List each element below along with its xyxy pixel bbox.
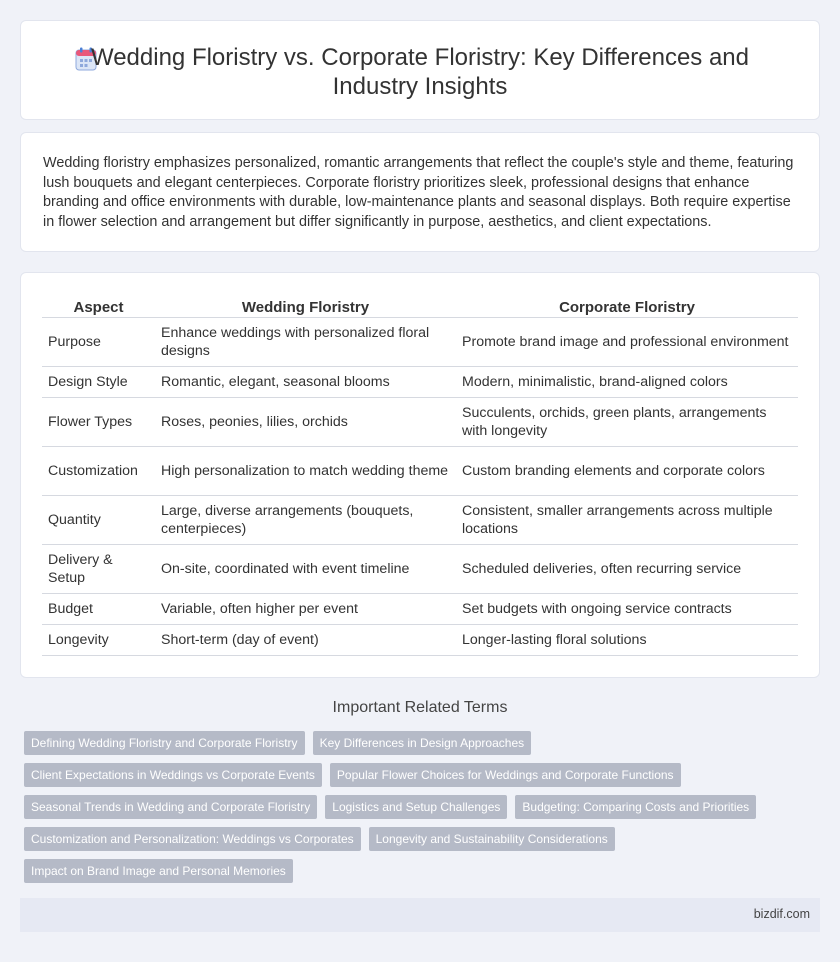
table-cell-aspect: Customization bbox=[42, 446, 155, 495]
table-row bbox=[42, 366, 798, 397]
table-cell-corporate: Modern, minimalistic, brand-aligned colors bbox=[456, 366, 798, 397]
tag-row bbox=[24, 763, 804, 787]
tag-row bbox=[24, 827, 804, 851]
table-cell-wedding: On-site, coordinated with event timeline bbox=[155, 544, 456, 593]
table-cell-wedding: Large, diverse arrangements (bouquets, centerpieces) bbox=[155, 495, 456, 544]
related-term-tag[interactable]: Budgeting: Comparing Costs and Priorities bbox=[515, 795, 756, 819]
table-cell-aspect: Longevity bbox=[42, 624, 155, 655]
table-row bbox=[42, 446, 798, 495]
table-row bbox=[42, 495, 798, 544]
header-aspect: Aspect bbox=[42, 295, 155, 317]
table-cell-corporate: Custom branding elements and corporate colors bbox=[456, 446, 798, 495]
table-cell-wedding: Romantic, elegant, seasonal blooms bbox=[155, 366, 456, 397]
intro-paragraph: Wedding floristry emphasizes personalized, romantic arrangements that reflect the couple's style and theme, featuring lush bouquets and elegant centerpieces. Corporate floristry prioritizes sleek, professional designs that enhance branding and office environments with durable, low-maintenance plants and seasonal displays. Both require expertise in flower selection and arrangement but differ significantly in purpose, aesthetics, and client expectations. bbox=[43, 155, 794, 230]
footer-site-link[interactable]: bizdif.com bbox=[753, 907, 810, 921]
table-row bbox=[42, 317, 798, 366]
table-cell-corporate: Consistent, smaller arrangements across multiple locations bbox=[456, 495, 798, 544]
related-term-tag[interactable]: Client Expectations in Weddings vs Corporate Events bbox=[24, 763, 322, 787]
table-row bbox=[42, 624, 798, 655]
tag-row bbox=[24, 859, 804, 883]
comparison-card bbox=[20, 272, 820, 678]
table-cell-corporate: Scheduled deliveries, often recurring service bbox=[456, 544, 798, 593]
tag-row bbox=[24, 731, 804, 755]
related-term-tag[interactable]: Customization and Personalization: Weddings vs Corporates bbox=[24, 827, 361, 851]
table-row bbox=[42, 397, 798, 446]
footer bbox=[20, 898, 820, 932]
related-term-tag[interactable]: Logistics and Setup Challenges bbox=[325, 795, 507, 819]
table-cell-aspect: Delivery & Setup bbox=[42, 544, 155, 593]
table-cell-aspect: Purpose bbox=[42, 317, 155, 366]
header-wedding: Wedding Floristry bbox=[155, 295, 456, 317]
comparison-table bbox=[42, 295, 798, 656]
related-terms-tags bbox=[24, 731, 804, 891]
table-cell-wedding: Enhance weddings with personalized floral designs bbox=[155, 317, 456, 366]
table-cell-corporate: Promote brand image and professional environment bbox=[456, 317, 798, 366]
page-title bbox=[21, 43, 819, 101]
table-cell-wedding: Roses, peonies, lilies, orchids bbox=[155, 397, 456, 446]
table-cell-aspect: Flower Types bbox=[42, 397, 155, 446]
intro-card bbox=[20, 132, 820, 252]
table-row bbox=[42, 593, 798, 624]
table-cell-corporate: Succulents, orchids, green plants, arrangements with longevity bbox=[456, 397, 798, 446]
table-cell-corporate: Set budgets with ongoing service contracts bbox=[456, 593, 798, 624]
page-title-line-1: Wedding Floristry vs. Corporate Floristry: Key Differences and bbox=[90, 44, 750, 71]
related-term-tag[interactable]: Defining Wedding Floristry and Corporate Floristry bbox=[24, 731, 305, 755]
header-corporate: Corporate Floristry bbox=[456, 295, 798, 317]
table-cell-corporate: Longer-lasting floral solutions bbox=[456, 624, 798, 655]
table-row bbox=[42, 544, 798, 593]
tag-row bbox=[24, 795, 804, 819]
page-title-line-2: Industry Insights bbox=[332, 73, 508, 100]
table-cell-wedding: High personalization to match wedding theme bbox=[155, 446, 456, 495]
table-cell-aspect: Quantity bbox=[42, 495, 155, 544]
header-card bbox=[20, 20, 820, 120]
related-terms-title: Important Related Terms bbox=[332, 699, 508, 716]
table-cell-aspect: Design Style bbox=[42, 366, 155, 397]
table-cell-wedding: Variable, often higher per event bbox=[155, 593, 456, 624]
related-term-tag[interactable]: Key Differences in Design Approaches bbox=[313, 731, 532, 755]
related-term-tag[interactable]: Longevity and Sustainability Considerations bbox=[369, 827, 615, 851]
table-cell-wedding: Short-term (day of event) bbox=[155, 624, 456, 655]
related-term-tag[interactable]: Popular Flower Choices for Weddings and Corporate Functions bbox=[330, 763, 681, 787]
table-header-row bbox=[42, 295, 798, 317]
table-cell-aspect: Budget bbox=[42, 593, 155, 624]
related-term-tag[interactable]: Seasonal Trends in Wedding and Corporate Floristry bbox=[24, 795, 317, 819]
related-term-tag[interactable]: Impact on Brand Image and Personal Memories bbox=[24, 859, 293, 883]
